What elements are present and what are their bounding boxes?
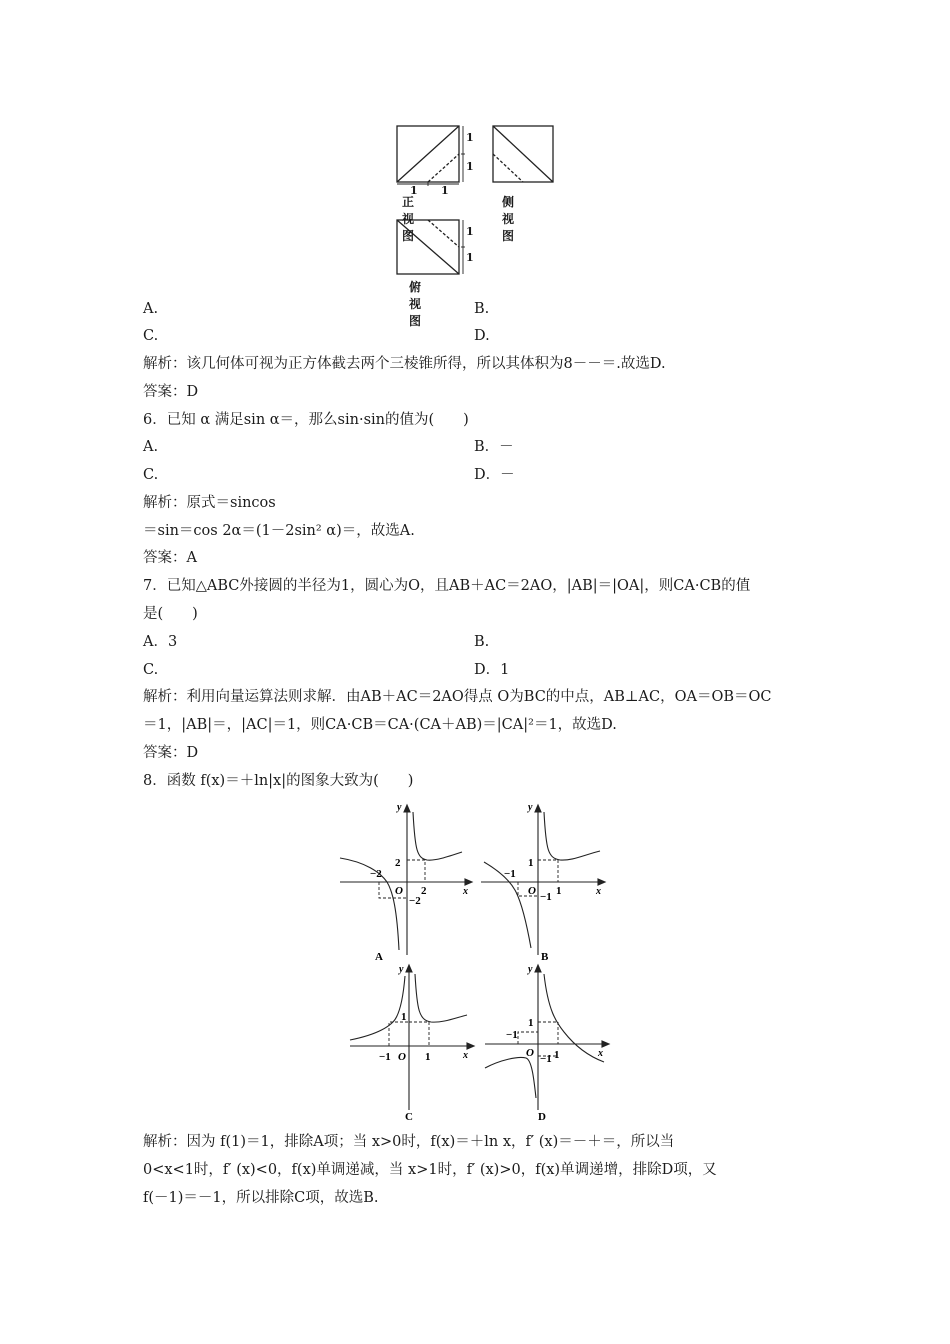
origin-label: O — [528, 885, 536, 897]
q7-analysis-2: ＝1，|AB|＝，|AC|＝1，则CA·CB＝CA·(CA＋AB)＝|CA|²＝1，故选D. — [143, 717, 617, 733]
graph-label: A — [375, 951, 383, 960]
x-axis-label: x — [463, 886, 468, 897]
tick-label: −1 — [540, 891, 552, 903]
tick-label: −1 — [379, 1051, 391, 1063]
dim-label: 1 — [466, 160, 474, 173]
q6-analysis-1: 解析：原式＝sincos — [143, 495, 276, 511]
q5-answer: 答案：D — [143, 384, 199, 400]
x-axis-label: x — [596, 886, 601, 897]
tick-label: −1 — [540, 1053, 552, 1065]
q6-option-b: B．－ — [474, 439, 514, 455]
origin-label: O — [398, 1051, 406, 1063]
front-view-label: 正视图 — [402, 195, 415, 243]
q6-option-d: D．－ — [474, 467, 515, 483]
tick-label: −1 — [504, 868, 516, 880]
dim-label: 1 — [441, 184, 449, 197]
q6-stem: 6．已知 α 满足sin α＝，那么sin·sin的值为( ) — [143, 412, 469, 428]
graph-label: B — [541, 951, 549, 960]
tick-label: 1 — [528, 1017, 534, 1029]
graph-c — [345, 960, 480, 1125]
q5-option-b: B. — [474, 301, 490, 317]
origin-label: O — [526, 1047, 534, 1059]
q5-option-c: C. — [143, 328, 159, 344]
q6-option-c: C. — [143, 467, 159, 483]
q5-option-d: D. — [474, 328, 490, 344]
q7-analysis-1: 解析：利用向量运算法则求解．由AB＋AC＝2AO得点 O为BC的中点，AB⊥AC，OA＝OB＝OC — [143, 689, 772, 705]
y-axis-label: y — [399, 964, 404, 975]
q5-option-a: A. — [143, 301, 159, 317]
q8-analysis-2: 0<x<1时，f′ (x)<0，f(x)单调递减，当 x>1时，f′ (x)>0，f(x)单调递增，排除D项，又 — [143, 1162, 717, 1178]
top-view-label: 俯视图 — [409, 280, 422, 328]
tick-label: 2 — [395, 857, 401, 869]
tick-label: 2 — [421, 885, 427, 897]
tick-label: 1 — [528, 857, 534, 869]
graph-label: C — [405, 1111, 413, 1123]
graph-b — [476, 800, 616, 960]
q5-analysis: 解析：该几何体可视为正方体截去两个三棱锥所得，所以其体积为8－－＝.故选D. — [143, 356, 666, 372]
q7-option-a: A．3 — [143, 634, 178, 650]
q8-stem: 8．函数 f(x)＝＋ln|x|的图象大致为( ) — [143, 773, 414, 789]
q7-stem-2: 是( ) — [143, 606, 198, 622]
y-axis-label: y — [528, 964, 533, 975]
q7-option-d: D．1 — [474, 662, 510, 678]
q6-answer: 答案：A — [143, 550, 197, 566]
tick-label: 1 — [556, 885, 562, 897]
tick-label: −2 — [370, 868, 382, 880]
y-axis-label: y — [528, 802, 533, 813]
tick-label: 1 — [425, 1051, 431, 1063]
q6-option-a: A. — [143, 439, 159, 455]
graph-d — [480, 960, 615, 1125]
dim-label: 1 — [410, 184, 418, 197]
q7-option-b: B. — [474, 634, 490, 650]
q8-analysis-3: f(－1)＝－1，所以排除C项，故选B. — [143, 1190, 379, 1206]
tick-label: −1 — [506, 1029, 518, 1041]
tick-label: 1 — [401, 1011, 407, 1023]
q7-answer: 答案：D — [143, 745, 199, 761]
graph-a — [335, 800, 475, 960]
tick-label: −2 — [409, 895, 421, 907]
q7-stem-1: 7．已知△ABC外接圆的半径为1，圆心为O，且AB＋AC＝2AO，|AB|＝|OA|，则CA·CB的值 — [143, 578, 751, 594]
x-axis-label: x — [463, 1050, 468, 1061]
side-view-label: 侧视图 — [502, 195, 515, 243]
origin-label: O — [395, 885, 403, 897]
graph-label: D — [538, 1111, 546, 1123]
dim-label: 1 — [466, 251, 474, 264]
dim-label: 1 — [466, 131, 474, 144]
y-axis-label: y — [397, 802, 402, 813]
q6-analysis-2: ＝sin＝cos 2α＝(1－2sin² α)＝，故选A. — [143, 523, 415, 539]
q8-analysis-1: 解析：因为 f(1)＝1，排除A项；当 x>0时，f(x)＝＋ln x，f′ (x)＝－＋＝，所以当 — [143, 1134, 675, 1150]
q7-option-c: C. — [143, 662, 159, 678]
x-axis-label: x — [598, 1048, 603, 1059]
dim-label: 1 — [466, 225, 474, 238]
tick-label: 1 — [554, 1049, 560, 1061]
